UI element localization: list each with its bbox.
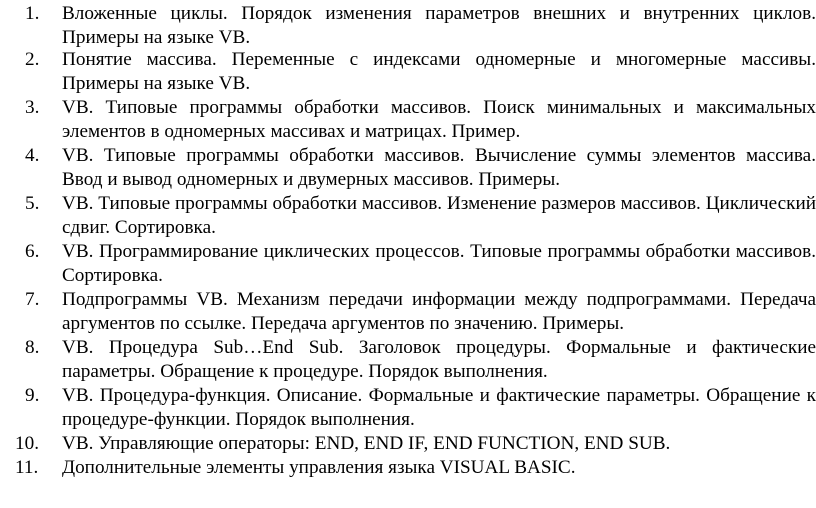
item-number: 11. <box>15 457 39 478</box>
list-item <box>0 288 816 336</box>
item-text: VB. Типовые программы обработки массивов. Поиск минимальных и максимальных элементов в одномерных массивах и матрицах. Пример. <box>62 97 816 142</box>
item-number: 7. <box>25 289 40 310</box>
item-text: Понятие массива. Переменные с индексами одномерные и многомерные массивы. Примеры на языке VB. <box>62 49 816 94</box>
item-number: 9. <box>25 385 40 406</box>
list-item <box>0 432 816 456</box>
item-number: 1. <box>25 3 40 24</box>
item-number: 6. <box>25 241 40 262</box>
item-text: VB. Процедура Sub…End Sub. Заголовок процедуры. Формальные и фактические параметры. Обращение к процедуре. Порядок выполнения. <box>62 337 816 382</box>
item-number: 5. <box>25 193 40 214</box>
list-item <box>0 456 816 480</box>
item-text: Дополнительные элементы управления языка VISUAL BASIC. <box>62 457 576 478</box>
list-item <box>0 384 816 432</box>
list-item <box>0 144 816 192</box>
item-number: 3. <box>25 97 40 118</box>
item-text: VB. Программирование циклических процессов. Типовые программы обработки массивов. Сортировка. <box>62 241 816 286</box>
list-item <box>0 2 816 50</box>
item-text: VB. Управляющие операторы: END, END IF, END FUNCTION, END SUB. <box>62 433 671 454</box>
item-text: Вложенные циклы. Порядок изменения параметров внешних и внутренних циклов. Примеры на языке VB. <box>62 3 816 48</box>
list-item <box>0 336 816 384</box>
item-number: 2. <box>25 49 40 70</box>
item-number: 10. <box>15 433 39 454</box>
list-item <box>0 240 816 288</box>
list-item <box>0 48 816 96</box>
item-number: 4. <box>25 145 40 166</box>
list-item <box>0 96 816 144</box>
item-text: Подпрограммы VB. Механизм передачи информации между подпрограммами. Передача аргументов по ссылке. Передача аргументов по значению. Примеры. <box>62 289 816 334</box>
item-number: 8. <box>25 337 40 358</box>
list-item <box>0 192 816 240</box>
item-text: VB. Типовые программы обработки массивов. Изменение размеров массивов. Циклический сдвиг. Сортировка. <box>62 193 816 238</box>
item-text: VB. Типовые программы обработки массивов. Вычисление суммы элементов массива. Ввод и вывод одномерных и двумерных массивов. Примеры. <box>62 145 816 190</box>
item-text: VB. Процедура-функция. Описание. Формальные и фактические параметры. Обращение к процедуре-функции. Порядок выполнения. <box>62 385 816 430</box>
